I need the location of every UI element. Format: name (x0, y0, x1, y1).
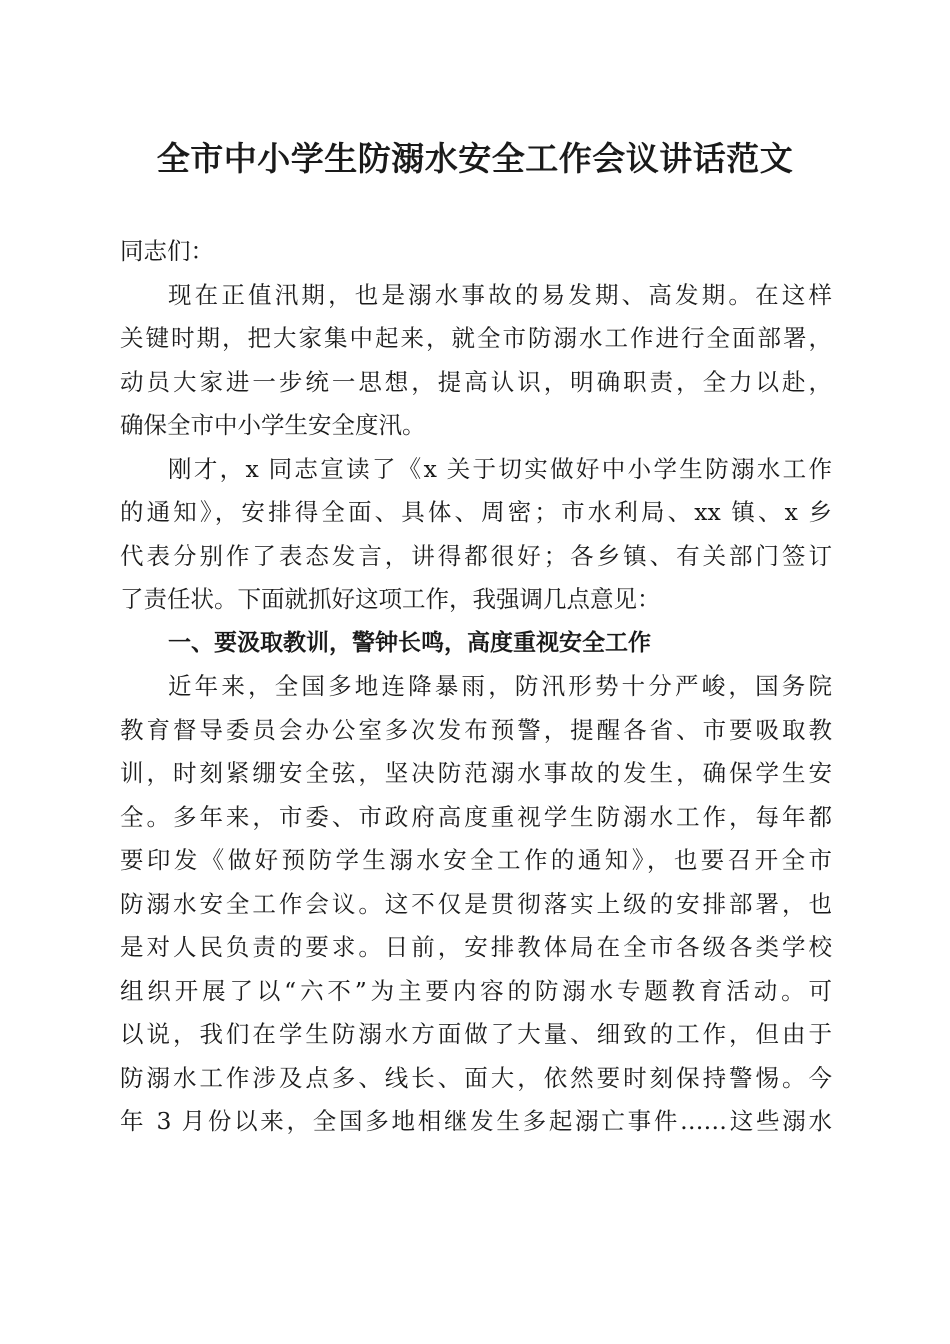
paragraph-line: 训，时刻紧绷安全弦，坚决防范溺水事故的发生，确保学生安 (120, 759, 832, 787)
salutation: 同志们： (120, 237, 214, 265)
paragraph-line: 动员大家进一步统一思想，提高认识，明确职责，全力以赴， (120, 367, 832, 396)
paragraph-line: 了责任状。下面就抓好这项工作，我强调几点意见： (120, 585, 661, 613)
paragraph-line: 代表分别作了表态发言，讲得都很好；各乡镇、有关部门签订 (120, 541, 832, 570)
paragraph-line: 近年来，全国多地连降暴雨，防汛形势十分严峻，国务院 (168, 672, 832, 700)
paragraph-line: 是对人民负责的要求。日前，安排教体局在全市各级各类学校 (120, 933, 832, 961)
document-body (120, 230, 832, 1144)
paragraph-line: 现在正值汛期，也是溺水事故的易发期、高发期。在这样 (168, 280, 832, 309)
paragraph-3 (120, 665, 832, 1144)
paragraph-line: 确保全市中小学生安全度汛。 (120, 411, 426, 439)
paragraph-line: 以说，我们在学生防溺水方面做了大量、细致的工作，但由于 (120, 1020, 832, 1048)
paragraph-line: 年 3 月份以来，全国多地相继发生多起溺亡事件……这些溺水 (120, 1107, 832, 1135)
paragraph-line: 防溺水安全工作会议。这不仅是贯彻落实上级的安排部署，也 (120, 889, 832, 918)
paragraph-line: 组织开展了以“六不”为主要内容的防溺水专题教育活动。可 (120, 976, 832, 1005)
paragraph-line: 教育督导委员会办公室多次发布预警，提醒各省、市要吸取教 (120, 715, 832, 744)
paragraph-line: 的通知》，安排得全面、具体、周密；市水利局、xx 镇、x 乡 (120, 498, 832, 526)
paragraph-2 (120, 448, 832, 622)
paragraph-line: 要印发《做好预防学生溺水安全工作的通知》，也要召开全市 (120, 846, 832, 874)
paragraph-line: 防溺水工作涉及点多、线长、面大，依然要时刻保持警惕。今 (120, 1063, 832, 1092)
paragraph-1 (120, 274, 832, 448)
paragraph-line: 全。多年来，市委、市政府高度重视学生防溺水工作，每年都 (120, 802, 832, 831)
paragraph-line: 关键时期，把大家集中起来，就全市防溺水工作进行全面部署， (120, 324, 832, 352)
document-title: 全市中小学生防溺水安全工作会议讲话范文 (156, 139, 794, 178)
paragraph-line: 刚才，x 同志宣读了《x 关于切实做好中小学生防溺水工作 (168, 454, 832, 483)
section-heading-1: 一、要汲取教训，警钟长鸣，高度重视安全工作 (168, 629, 651, 656)
